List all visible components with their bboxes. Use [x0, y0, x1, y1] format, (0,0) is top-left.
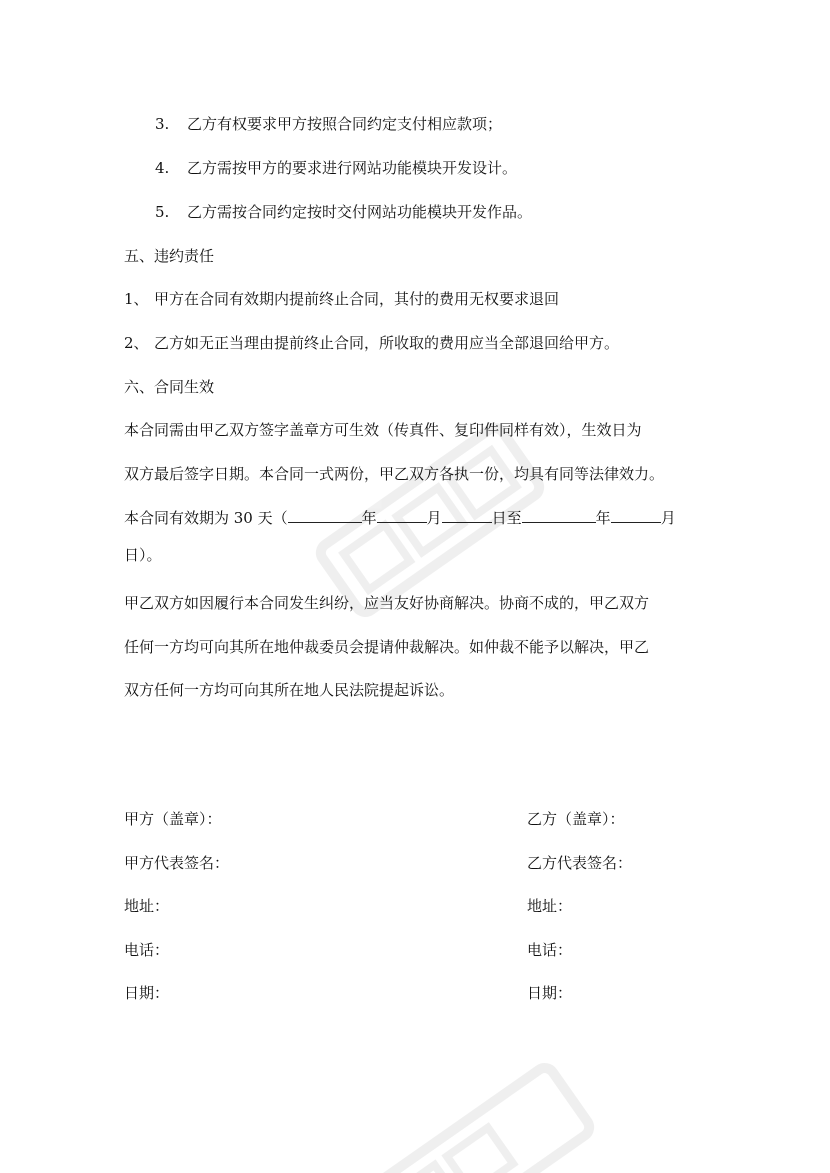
section-heading: 六、合同生效	[124, 378, 215, 396]
paragraph-line: 任何一方均可向其所在地仲裁委员会提请仲裁解决。如仲裁不能予以解决，甲乙	[124, 638, 650, 656]
paragraph-line: 双方最后签字日期。本合同一式两份，甲乙双方各执一份，均具有同等法律效力。	[124, 465, 665, 483]
party-b-phone-label: 电话：	[527, 941, 573, 959]
party-a-date-label: 日期：	[124, 984, 170, 1002]
party-a-phone-label: 电话：	[124, 941, 170, 959]
paragraph-line: 本合同需由甲乙双方签字盖章方可生效（传真件、复印件同样有效），生效日为	[124, 421, 642, 439]
party-a-rep-label: 甲方代表签名：	[124, 854, 230, 872]
party-b-date-label: 日期：	[527, 984, 573, 1002]
party-b-address-label: 地址：	[527, 897, 573, 915]
paragraph-line: 甲乙双方如因履行本合同发生纠纷，应当友好协商解决。协商不成的，甲乙双方	[124, 594, 650, 612]
fill-blank	[442, 508, 492, 523]
watermark	[350, 1060, 610, 1173]
paragraph-line: 日）。	[124, 546, 162, 564]
fill-blank	[288, 508, 362, 523]
party-b-rep-label: 乙方代表签名：	[527, 854, 633, 872]
fill-blank	[522, 508, 596, 523]
fill-blank	[377, 508, 427, 523]
party-a-address-label: 地址：	[124, 897, 170, 915]
section-heading: 五、违约责任	[124, 247, 215, 265]
paragraph-line: 双方任何一方均可向其所在地人民法院提起诉讼。	[124, 681, 455, 699]
validity-line: 本合同有效期为 30 天（ 年 月 日至 年 月	[124, 509, 676, 527]
party-a-seal-label: 甲方（盖章）：	[124, 810, 222, 828]
party-b-seal-label: 乙方（盖章）：	[527, 810, 625, 828]
fill-blank	[611, 508, 661, 523]
